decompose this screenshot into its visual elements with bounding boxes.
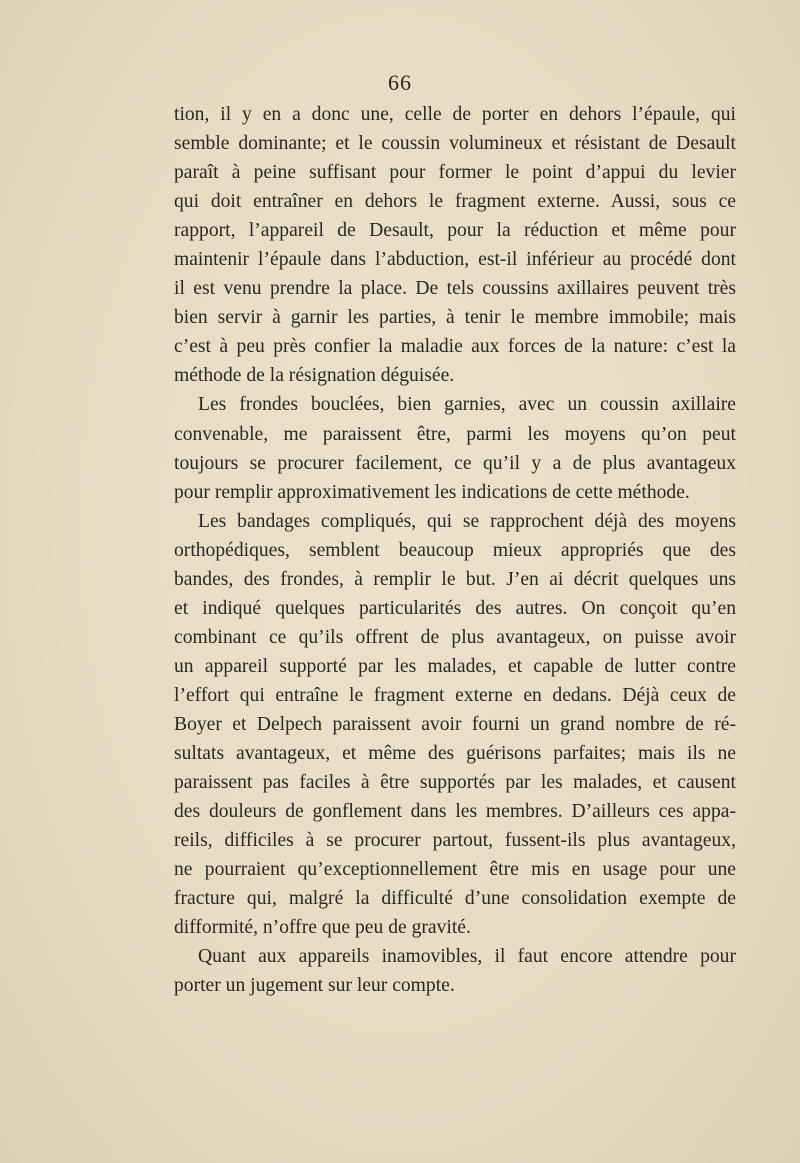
text-line: porter un jugement sur leur compte. bbox=[174, 975, 455, 997]
text-line: tion, il y en a donc une, celle de porter en dehors l’épaule, qui bbox=[174, 104, 736, 125]
text-line: Quant aux appareils inamovibles, il faut encore attendre pour bbox=[198, 946, 736, 968]
text-line: c’est à peu près confier la maladie aux forces de la nature: c’est la bbox=[174, 336, 736, 358]
text-line: pour remplir approximativement les indications de cette méthode. bbox=[174, 481, 690, 503]
text-line: sultats avantageux, et même des guérisons parfaites; mais ils ne bbox=[174, 743, 736, 765]
text-line: reils, difficiles à se procurer partout, fussent-ils plus avantageux, bbox=[174, 830, 736, 852]
text-line: Les bandages compliqués, qui se rapprochent déjà des moyens bbox=[198, 510, 736, 532]
text-line: méthode de la résignation déguisée. bbox=[174, 365, 455, 387]
text-line: qui doit entraîner en dehors le fragment externe. Aussi, sous ce bbox=[174, 191, 736, 213]
text-line: Les frondes bouclées, bien garnies, avec un coussin axillaire bbox=[198, 394, 736, 416]
text-line: difformité, n’offre que peu de gravité. bbox=[174, 917, 471, 939]
text-line: maintenir l’épaule dans l’abduction, est-il inférieur au procédé dont bbox=[174, 249, 736, 271]
text-line: paraît à peine suffisant pour former le point d’appui du levier bbox=[174, 162, 736, 184]
text-line: un appareil supporté par les malades, et capable de lutter contre bbox=[174, 655, 736, 677]
text-line: semble dominante; et le coussin volumineux et résistant de Desault bbox=[174, 133, 736, 155]
text-line: convenable, me paraissent être, parmi les moyens qu’on peut bbox=[174, 423, 736, 445]
text-line: des douleurs de gonflement dans les membres. D’ailleurs ces appa- bbox=[174, 801, 736, 823]
text-line: bien servir à garnir les parties, à tenir le membre immobile; mais bbox=[174, 307, 736, 329]
text-line: rapport, l’appareil de Desault, pour la réduction et même pour bbox=[174, 220, 736, 242]
text-line: fracture qui, malgré la difficulté d’une consolidation exempte de bbox=[174, 888, 736, 910]
text-line: il est venu prendre la place. De tels coussins axillaires peuvent très bbox=[174, 278, 736, 300]
text-line: paraissent pas faciles à être supportés par les malades, et causent bbox=[174, 772, 736, 794]
text-line: Boyer et Delpech paraissent avoir fourni un grand nombre de ré- bbox=[174, 713, 736, 735]
text-line: combinant ce qu’ils offrent de plus avantageux, on puisse avoir bbox=[174, 626, 736, 648]
text-line: orthopédiques, semblent beaucoup mieux appropriés que des bbox=[174, 539, 736, 561]
text-line: toujours se procurer facilement, ce qu’il y a de plus avantageux bbox=[174, 452, 736, 474]
body-text bbox=[174, 100, 736, 1000]
text-line: ne pourraient qu’exceptionnellement être mis en usage pour une bbox=[174, 859, 736, 881]
page-number: 66 bbox=[388, 70, 412, 95]
text-line: et indiqué quelques particularités des autres. On conçoit qu’en bbox=[174, 597, 736, 619]
text-line: l’effort qui entraîne le fragment externe en dedans. Déjà ceux de bbox=[174, 684, 736, 706]
text-line: bandes, des frondes, à remplir le but. J’en ai décrit quelques uns bbox=[174, 568, 736, 590]
